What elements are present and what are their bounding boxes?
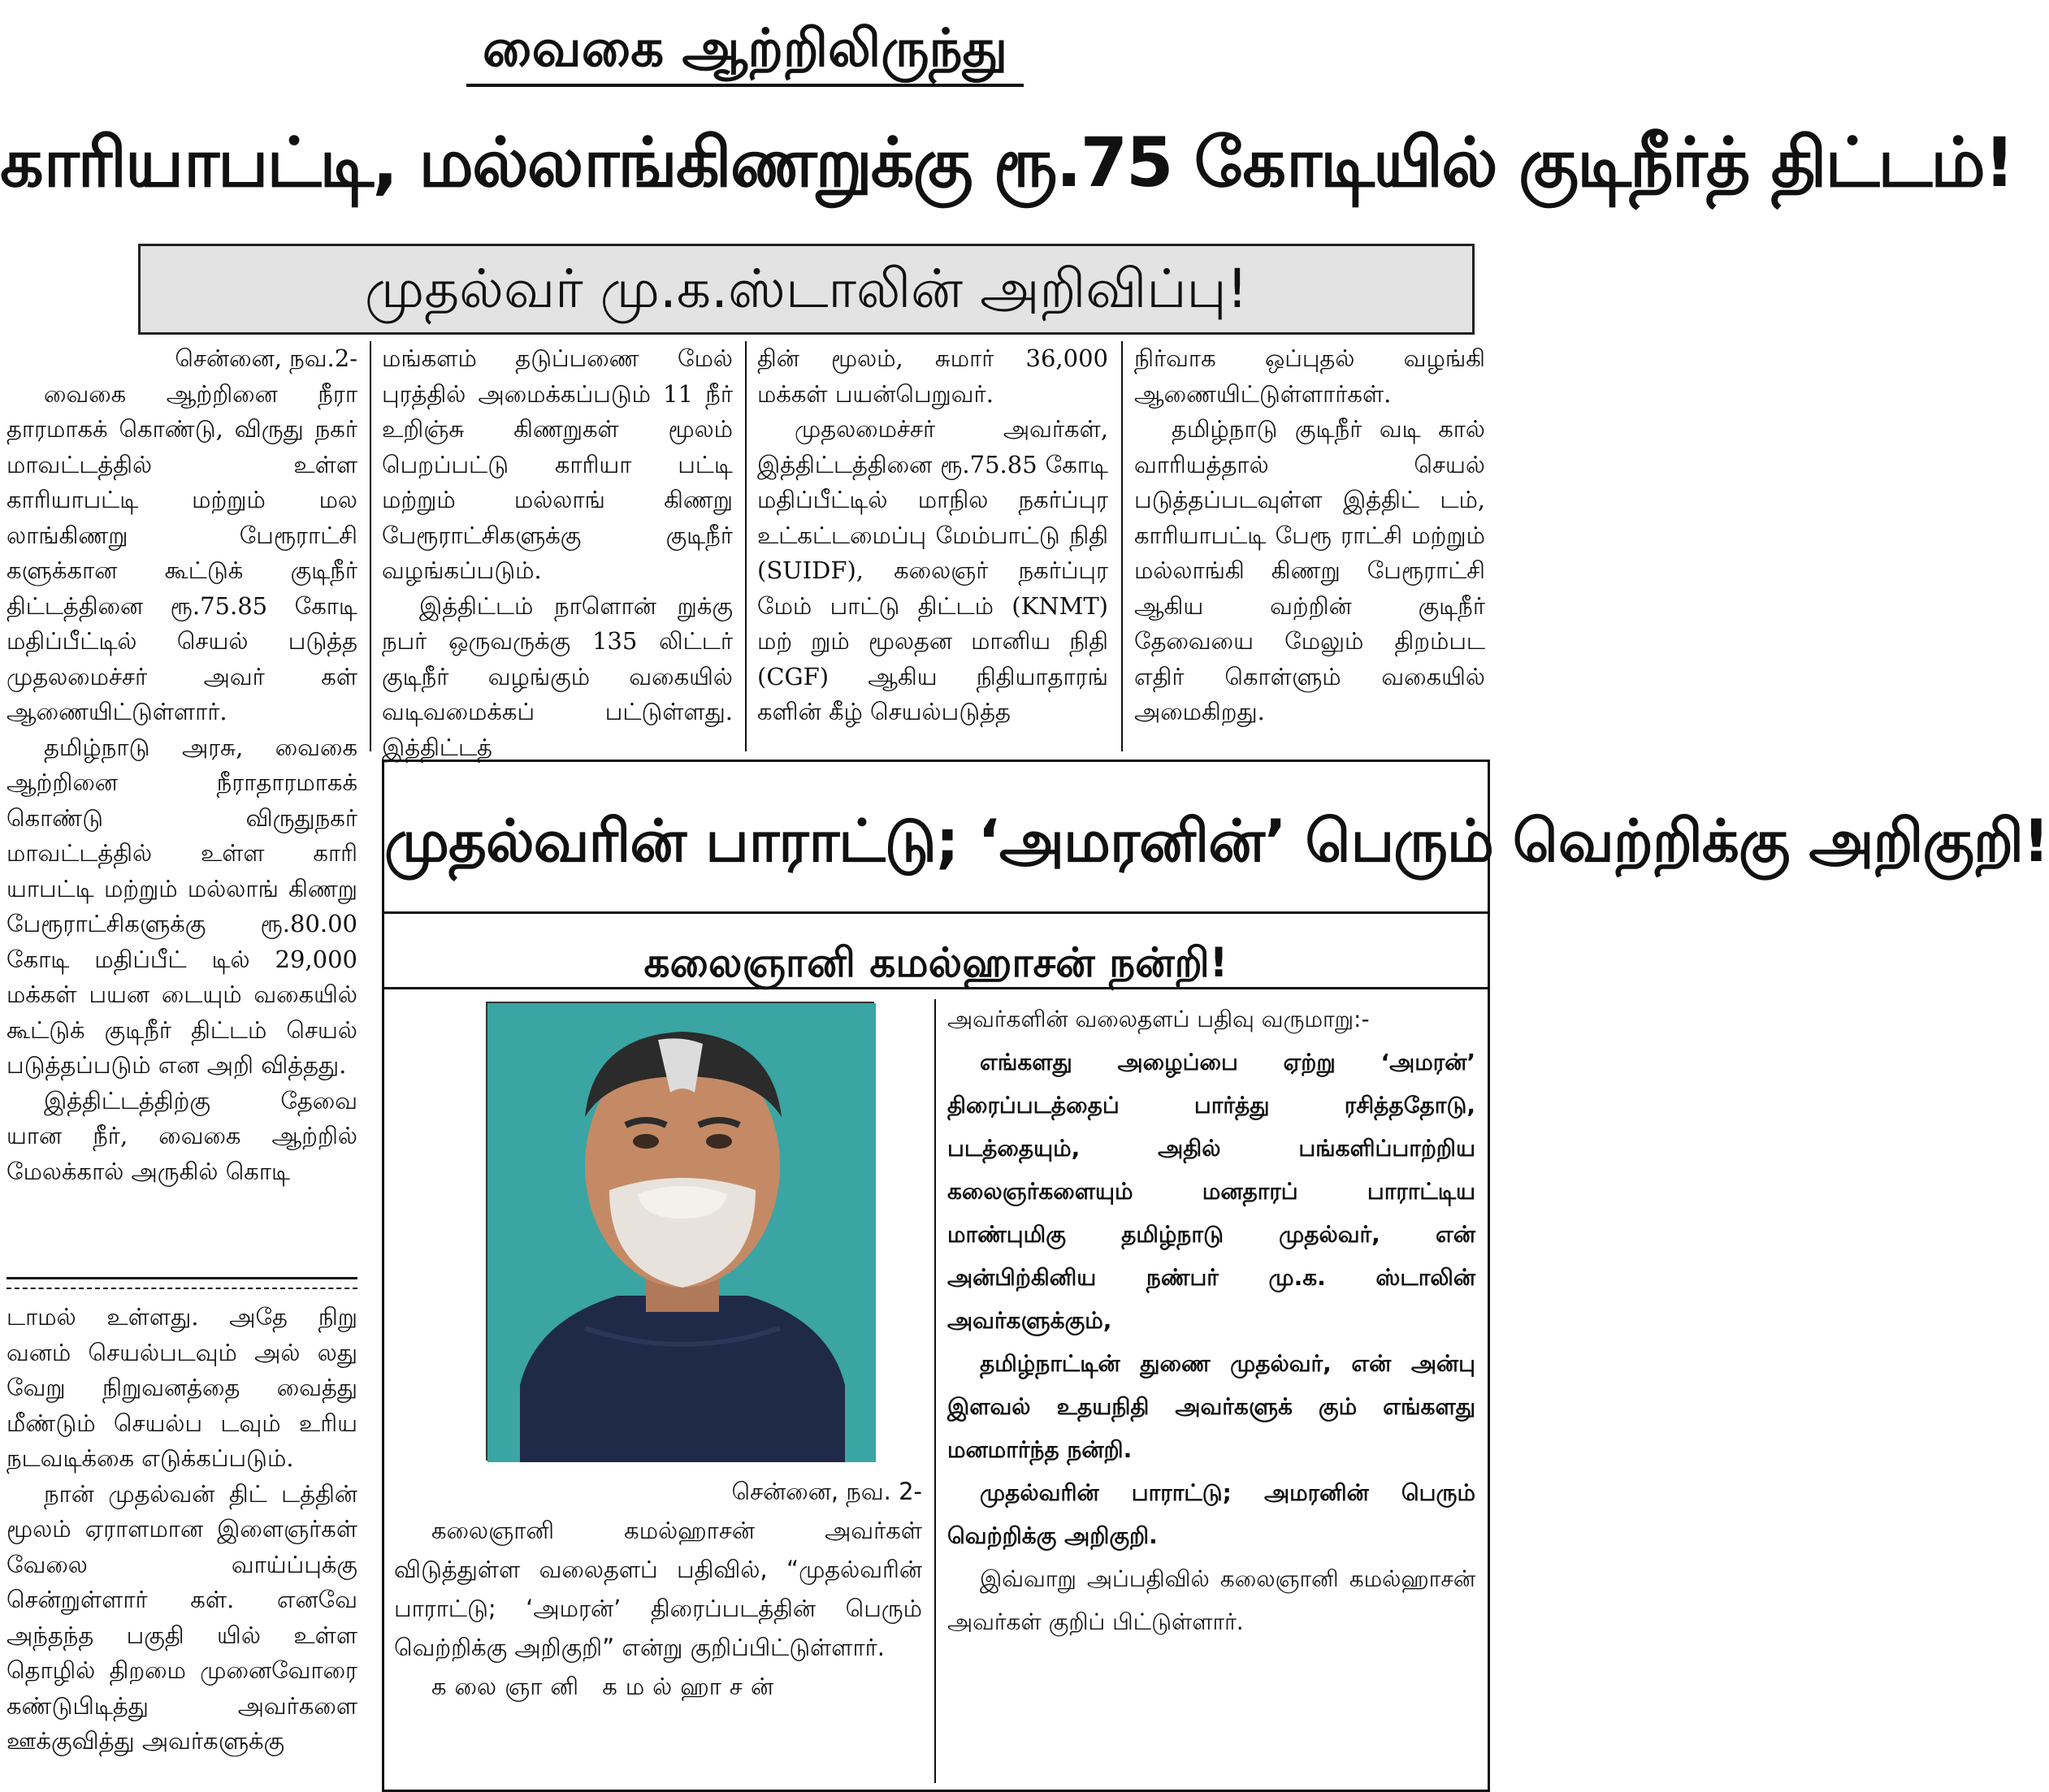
paragraph: வைகை ஆற்றினை நீரா தாரமாகக் கொண்டு, விருது நகர் மாவட்டத்தில் உள்ள காரியாபட்டி மற்றும் மல லாங்கிணறு பேரூராட்சி களுக்கான கூட்டுக் குடிநீர் திட்டத்தினை ரூ.75.85 கோடி மதிப்பீட்டில் செயல் படுத்த முதலமைச்சர் அவர் கள் ஆணையிட்டுள்ளார். <box>6 379 357 725</box>
article2-subhead: கலைஞானி கமல்ஹாசன் நன்றி! <box>643 939 1228 986</box>
paragraph: தமிழ்நாடு அரசு, வைகை ஆற்றினை நீராதாரமாகக் கொண்டு விருதுநகர் மாவட்டத்தில் உள்ள காரி யாபட்டி மற்றும் மல்லாங் கிணறு பேரூராட்சிகளுக்கு ரூ.80.00 கோடி மதிப்பீட் டில் 29,000 மக்கள் பயன டையும் வகையில் கூட்டுக் குடிநீர் திட்டம் செயல் படுத்தப்படும் என அறி வித்தது. <box>6 733 357 1079</box>
portrait-photo <box>486 1002 874 1461</box>
article1-col1 <box>6 341 357 1189</box>
article2-left-col <box>394 1472 922 1706</box>
column-break-rule-dashed <box>6 1288 357 1289</box>
column-rule <box>1121 341 1123 751</box>
dateline: சென்னை, நவ.2- <box>175 344 357 372</box>
paragraph: அவர்களின் வலைதளப் பதிவு வருமாறு:- <box>947 1006 1370 1032</box>
paragraph: கலைஞானி கமல்ஹாசன் <box>431 1673 782 1700</box>
subhead-rule <box>384 987 1488 989</box>
column-rule <box>934 999 936 1783</box>
article2-right-col <box>947 998 1475 1643</box>
paragraph: நான் முதல்வன் திட் டத்தின் மூலம் ஏராளமான இளைஞர்கள் வேலை வாய்ப்புக்கு சென்றுள்ளார் கள். எனவே அந்தந்த பகுதி யில் உள்ள தொழில் திறமை முனைவோரை கண்டுபிடித்து அவர்களை ஊக்குவித்து அவர்களுக்கு <box>6 1479 357 1755</box>
article1-col2 <box>382 341 733 765</box>
paragraph-bold: தமிழ்நாட்டின் துணை முதல்வர், என் அன்பு இளவல் உதயநிதி அவர்களுக் கும் எங்களது மனமார்ந்த நன்றி. <box>947 1350 1475 1463</box>
article1-col4 <box>1134 341 1485 730</box>
column-break-rule <box>6 1277 357 1279</box>
paragraph: நிர்வாக ஒப்புதல் வழங்கி ஆணையிட்டுள்ளார்கள். <box>1134 344 1485 408</box>
portrait-illustration <box>487 1003 876 1462</box>
paragraph: இவ்வாறு அப்பதிவில் கலைஞானி கமல்ஹாசன் அவர்கள் குறிப் பிட்டுள்ளார். <box>947 1565 1475 1635</box>
kicker-text: வைகை ஆற்றிலிருந்து <box>466 19 1024 87</box>
main-headline: காரியாபட்டி, மல்லாங்கிணறுக்கு ரூ.75 கோடியில் குடிநீர்த் திட்டம்! <box>0 123 2014 202</box>
subhead-box: முதல்வர் மு.க.ஸ்டாலின் அறிவிப்பு! <box>138 244 1475 335</box>
column-rule <box>370 341 371 751</box>
column-rule <box>745 341 747 751</box>
paragraph: டாமல் உள்ளது. அதே நிறு வனம் செயல்படவும் அல் லது வேறு நிறுவனத்தை வைத்து மீண்டும் செயல்ப டவும் உரிய நடவடிக்கை எடுக்கப்படும். <box>6 1303 357 1472</box>
paragraph: மங்களம் தடுப்பணை மேல் புரத்தில் அமைக்கப்படும் 11 நீர் உறிஞ்சு கிணறுகள் மூலம் பெறப்பட்டு காரியா பட்டி மற்றும் மல்லாங் கிணறு பேரூராட்சிகளுக்கு குடிநீர் வழங்கப்படும். <box>382 344 733 584</box>
paragraph: இத்திட்டத்திற்கு தேவை யான நீர், வைகை ஆற்றில் மேலக்கால் அருகில் கொடி <box>6 1086 357 1185</box>
article1-col3 <box>757 341 1108 730</box>
paragraph: தின் மூலம், சுமார் 36,000 மக்கள் பயன்பெறுவர். <box>757 344 1108 408</box>
article2-headline: முதல்வரின் பாராட்டு; ‘அமரனின்’ பெரும் வெற்றிக்கு அறிகுறி! <box>384 807 2049 875</box>
paragraph: முதலமைச்சர் அவர்கள், இத்திட்டத்தினை ரூ.75.85 கோடி மதிப்பீட்டில் மாநில நகர்ப்புர உட்கட்டமைப்பு மேம்பாட்டு நிதி (SUIDF), கலைஞர் நகர்ப்புர மேம் பாட்டு திட்டம் (KNMT) மற் றும் மூலதன மானிய நிதி (CGF) ஆகிய நிதியாதாரங் களின் கீழ் செயல்படுத்த <box>757 415 1108 725</box>
kicker-headline <box>0 16 1490 81</box>
paragraph: இத்திட்டம் நாளொன் றுக்கு நபர் ஒருவருக்கு 135 லிட்டர் குடிநீர் வழங்கும் வகையில் வடிவமைக்கப் பட்டுள்ளது. இத்திட்டத் <box>382 591 733 761</box>
paragraph-bold: எங்களது அழைப்பை ஏற்று ‘அமரன்’ திரைப்படத்தைப் பார்த்து ரசித்ததோடு, படத்தையும், அதில் பங்களிப்பாற்றிய கலைஞர்களையும் மனதாரப் பாராட்டிய மாண்புமிகு தமிழ்நாடு முதல்வர், என் அன்பிற்கினிய நண்பர் மு.க. ஸ்டாலின் அவர்களுக்கும், <box>947 1049 1475 1334</box>
article1-col1-continued <box>6 1300 357 1760</box>
paragraph: கலைஞானி கமல்ஹாசன் அவர்கள் விடுத்துள்ள வலைதளப் பதிவில், “முதல்வரின் பாராட்டு; ‘அமரன்’ திரைப்படத்தின் பெரும் வெற்றிக்கு அறிகுறி” என்று குறிப்பிட்டுள்ளார். <box>394 1517 922 1661</box>
paragraph-bold: முதல்வரின் பாராட்டு; அமரனின் பெரும் வெற்றிக்கு அறிகுறி. <box>947 1479 1475 1549</box>
paragraph: தமிழ்நாடு குடிநீர் வடி கால் வாரியத்தால் செயல் படுத்தப்படவுள்ள இத்திட் டம், காரியாபட்டி பேரூ ராட்சி மற்றும் மல்லாங்கி கிணறு பேரூராட்சி ஆகிய வற்றின் குடிநீர் தேவையை மேலும் திறம்பட எதிர் கொள்ளும் வகையில் அமைகிறது. <box>1134 415 1485 725</box>
dateline: சென்னை, நவ. 2- <box>731 1478 922 1505</box>
headline-rule <box>384 911 1488 914</box>
